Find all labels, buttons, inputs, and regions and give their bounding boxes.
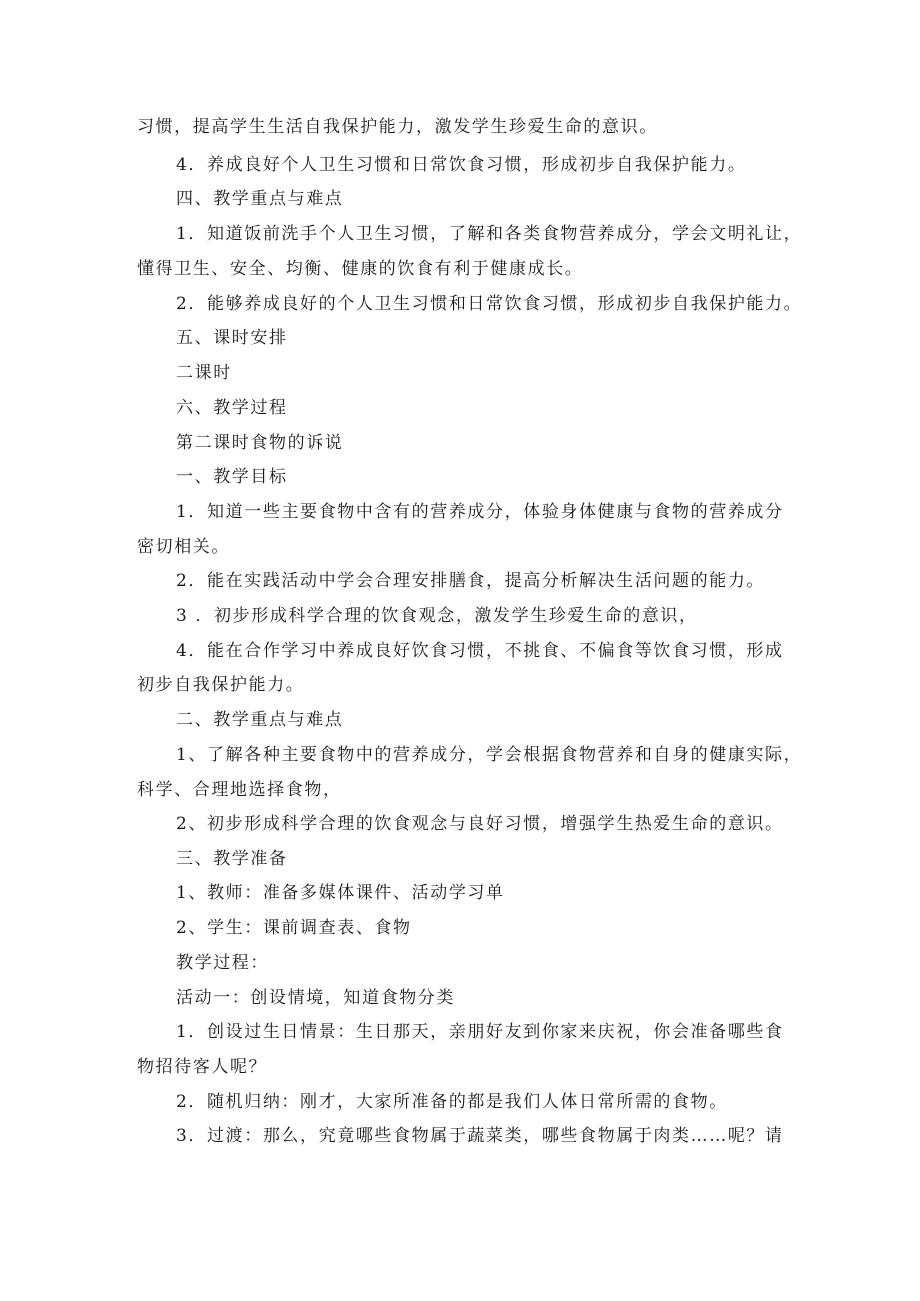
section-heading: 二、教学重点与难点	[176, 710, 344, 730]
text-line: 4．养成良好个人卫生习惯和日常饮食习惯，形成初步自我保护能力。	[176, 155, 747, 175]
section-heading: 五、课时安排	[176, 328, 288, 348]
section-heading: 一、教学目标	[176, 467, 288, 487]
section-heading: 教学过程：	[176, 953, 269, 973]
text-line: 1、教师：准备多媒体课件、活动学习单	[176, 883, 505, 903]
text-line: 1、了解各种主要食物中的营养成分，学会根据食物营养和自身的健康实际，	[176, 745, 803, 765]
text-line: 3 ．初步形成科学合理的饮食观念，激发学生珍爱生命的意识，	[176, 606, 698, 626]
text-line: 1．知道一些主要食物中含有的营养成分，体验身体健康与食物的营养成分	[176, 502, 784, 522]
text-line: 2．能够养成良好的个人卫生习惯和日常饮食习惯，形成初步自我保护能力。	[176, 294, 803, 314]
section-heading: 六、教学过程	[176, 398, 288, 418]
text-line: 2、学生：课前调查表、食物	[176, 918, 412, 938]
text-line: 懂得卫生、安全、均衡、健康的饮食有利于健康成长。	[137, 259, 584, 279]
text-line: 物招待客人呢？	[137, 1057, 268, 1077]
text-line: 3．过渡：那么，究竟哪些食物属于蔬菜类，哪些食物属于肉类……呢？请	[176, 1126, 784, 1146]
text-line: 习惯，提高学生生活自我保护能力，激发学生珍爱生命的意识。	[137, 117, 658, 137]
text-line: 2．随机归纳：刚才，大家所准备的都是我们人体日常所需的食物。	[176, 1092, 728, 1112]
text-line: 2、初步形成科学合理的饮食观念与良好习惯，增强学生热爱生命的意识。	[176, 814, 784, 834]
text-line: 密切相关。	[137, 537, 230, 557]
section-heading: 三、教学准备	[176, 849, 288, 869]
text-line: 科学、合理地选择食物，	[137, 780, 342, 800]
section-heading: 四、教学重点与难点	[176, 189, 344, 209]
text-line: 4．能在合作学习中养成良好饮食习惯，不挑食、不偏食等饮食习惯，形成	[176, 641, 784, 661]
text-line: 二课时	[176, 363, 232, 383]
text-line: 1．创设过生日情景：生日那天，亲朋好友到你家来庆祝，你会准备哪些食	[176, 1022, 784, 1042]
section-heading: 活动一：创设情境，知道食物分类	[176, 988, 455, 1008]
text-line: 1．知道饭前洗手个人卫生习惯，了解和各类食物营养成分，学会文明礼让，	[176, 224, 803, 244]
text-line: 2．能在实践活动中学会合理安排膳食，提高分析解决生活问题的能力。	[176, 571, 766, 591]
text-line: 初步自我保护能力。	[137, 675, 305, 695]
lesson-title: 第二课时食物的诉说	[176, 433, 344, 453]
